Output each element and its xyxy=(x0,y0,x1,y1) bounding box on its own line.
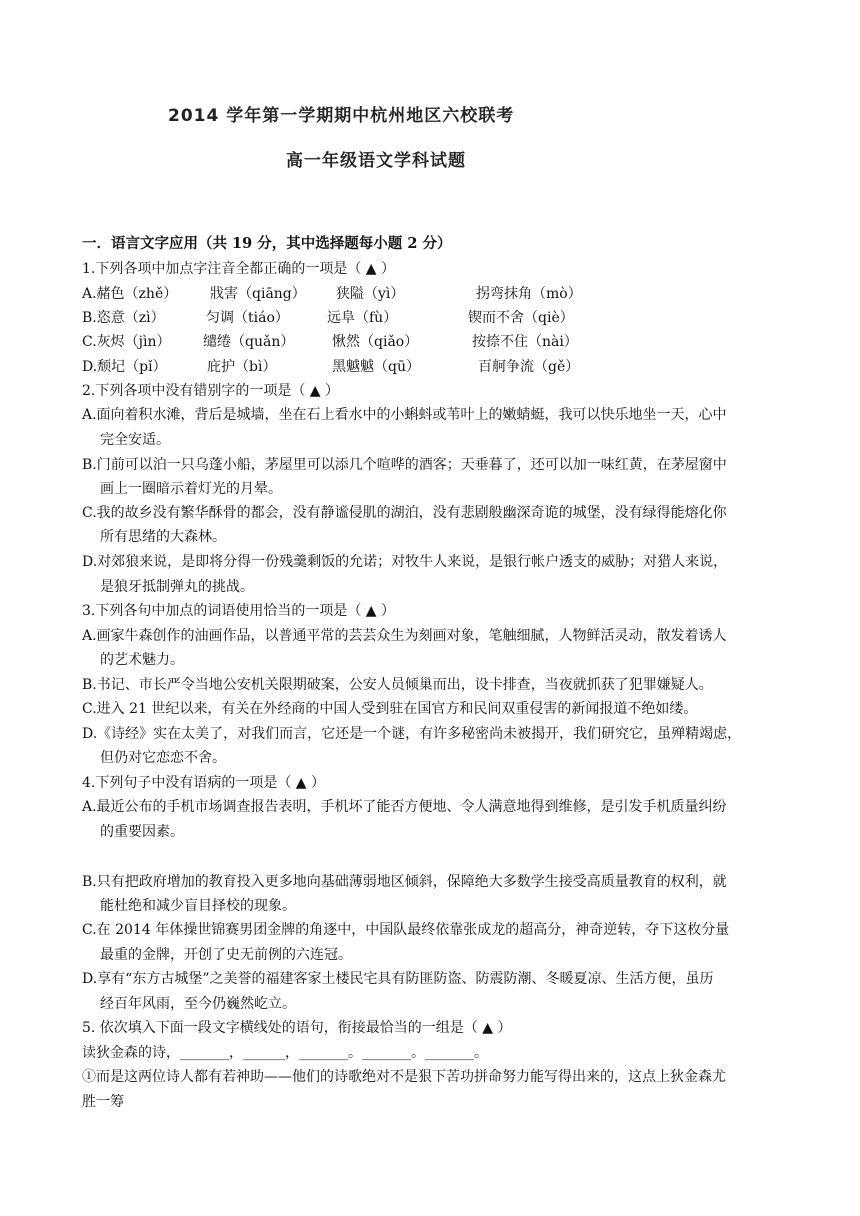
q1-option-b-2: 匀调（tiáo） xyxy=(206,310,289,326)
exam-subtitle: 高一年级语文学科试题 xyxy=(286,151,466,171)
q2-option-b-cont: 画上一圈暗示着灯光的月晕。 xyxy=(100,481,282,497)
q5-stem: 5. 依次填入下面一段文字横线处的语句，衔接最恰当的一组是（ ▲ ） xyxy=(82,1020,512,1036)
section-heading: 一．语言文字应用（共 19 分，其中选择题每小题 2 分） xyxy=(82,235,452,252)
q5-option-1: ①而是这两位诗人都有若神助——他们的诗歌绝对不是狠下苦功拼命努力能写得出来的，这点上狄金森尤 xyxy=(82,1069,726,1085)
q1-option-c-3: 愀然（qiǎo） xyxy=(332,334,419,350)
exam-title: 2014 学年第一学期期中杭州地区六校联考 xyxy=(168,106,515,126)
q3-option-d: D.《诗经》实在太美了，对我们而言，它还是一个谜，有许多秘密尚未被揭开，我们研究它，虽殚精竭虑， xyxy=(82,726,742,742)
q3-option-a: A.画家牛森创作的油画作品，以普通平常的芸芸众生为刻画对象，笔触细腻，人物鲜活灵动，散发着诱人 xyxy=(82,628,727,644)
q2-stem: 2.下列各项中没有错别字的一项是（ ▲ ） xyxy=(82,383,340,399)
q1-option-c-4: 按捺不住（nài） xyxy=(472,334,578,350)
q1-option-a-4: 拐弯抹角（mò） xyxy=(476,286,582,302)
q1-option-d-4: 百舸争流（gě） xyxy=(478,359,580,375)
q4-option-c-cont: 最重的金牌，开创了史无前例的六连冠。 xyxy=(100,947,352,963)
q4-option-d-cont: 经百年风雨，至今仍巍然屹立。 xyxy=(100,996,296,1012)
q1-option-b-4: 锲而不舍（qiè） xyxy=(468,310,574,326)
q4-option-d: D.享有“东方古城堡”之美誉的福建客家土楼民宅具有防匪防盗、防震防潮、冬暖夏凉、生活方便，虽历 xyxy=(82,971,714,987)
q2-option-d: D.对郊狼来说，是即将分得一份残羹剩饭的允诺；对牧牛人来说，是银行帐户透支的威胁；对猎人来说， xyxy=(82,554,728,570)
q3-option-c: C.进入 21 世纪以来，有关在外经商的中国人受到驻在国官方和民间双重侵害的新闻报道不绝如缕。 xyxy=(82,701,698,717)
q4-option-a-cont: 的重要因素。 xyxy=(100,824,184,840)
q1-option-d-3: 黑魆魆（qū） xyxy=(332,359,420,375)
q1-option-b-1: B.恣意（zì） xyxy=(82,310,165,326)
q1-stem: 1.下列各项中加点字注音全都正确的一项是（ ▲ ） xyxy=(82,261,396,277)
q5-blank-passage: 读狄金森的诗，_______，______，_______。_______。_______。 xyxy=(82,1045,488,1061)
q2-option-b: B.门前可以泊一只乌蓬小船，茅屋里可以添几个喧哗的酒客；天垂暮了，还可以加一味红黄，在茅屋窗中 xyxy=(82,457,727,473)
q1-option-a-2: 戕害（qiāng） xyxy=(210,286,306,302)
q4-stem: 4.下列句子中没有语病的一项是（ ▲ ） xyxy=(82,775,326,791)
q2-option-a: A.面向着积水滩，背后是城墙，坐在石上看水中的小蝌蚪或苇叶上的嫩蜻蜓，我可以快乐地坐一天，心中 xyxy=(82,407,727,423)
q4-option-b-cont: 能杜绝和减少盲目择校的现象。 xyxy=(100,898,296,914)
q1-option-d-2: 庇护（bì） xyxy=(207,359,277,375)
q4-option-b: B.只有把政府增加的教育投入更多地向基础薄弱地区倾斜，保障绝大多数学生接受高质量教育的权利，就 xyxy=(82,874,727,890)
q1-option-d-1: D.颓圮（pǐ） xyxy=(82,359,167,375)
q4-option-a: A.最近公布的手机市场调查报告表明，手机坏了能否方便地、令人满意地得到维修，是引发手机质量纠纷 xyxy=(82,799,727,815)
q3-option-b: B.书记、市长严令当地公安机关限期破案，公安人员倾巢而出，设卡排查，当夜就抓获了犯罪嫌疑人。 xyxy=(82,677,713,693)
q1-option-c-1: C.灰烬（jìn） xyxy=(82,334,171,350)
q3-stem: 3.下列各句中加点的词语使用恰当的一项是（ ▲ ） xyxy=(82,603,396,619)
q2-option-d-cont: 是狼牙抵制弹丸的挑战。 xyxy=(100,579,254,595)
q2-option-a-cont: 完全安适。 xyxy=(100,432,170,448)
q5-option-1-cont: 胜一筹 xyxy=(82,1094,124,1110)
q1-option-a-1: A.赭色（zhě） xyxy=(82,286,178,302)
q2-option-c: C.我的故乡没有繁华酥骨的都会，没有静谧侵肌的湖泊，没有悲剧般幽深奇诡的城堡，没有绿得能熔化你 xyxy=(82,505,727,521)
q3-option-d-cont: 但仍对它恋恋不舍。 xyxy=(100,750,226,766)
q1-option-b-3: 远阜（fù） xyxy=(327,310,398,326)
q4-option-c: C.在 2014 年体操世锦赛男团金牌的角逐中，中国队最终依靠张成龙的超高分，神奇逆转，夺下这枚分量 xyxy=(82,922,730,938)
q2-option-c-cont: 所有思绪的大森林。 xyxy=(100,529,226,545)
q3-option-a-cont: 的艺术魅力。 xyxy=(100,652,184,668)
q1-option-c-2: 缱绻（quǎn） xyxy=(203,334,295,350)
q1-option-a-3: 狭隘（yì） xyxy=(336,286,405,302)
